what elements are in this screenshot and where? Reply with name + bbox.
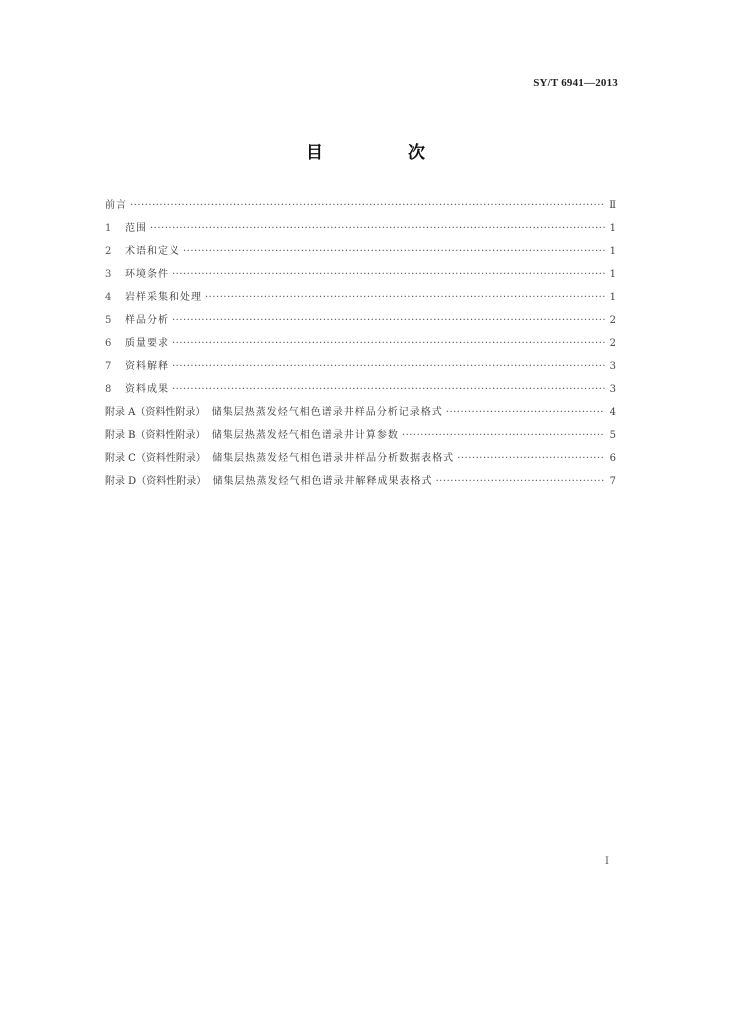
toc-entry-label: 资料成果 [125,384,169,395]
toc-entry-label: 前言 [105,200,127,211]
toc-leader-dots [172,338,605,349]
toc-entry-7[interactable] [105,357,616,380]
toc-entry-number: 8 [105,384,112,395]
toc-entry-label: 资料解释 [125,361,169,372]
toc-entry-2[interactable] [105,242,616,265]
toc-entry-page: Ⅱ [609,200,616,211]
toc-entry-page: 5 [609,430,616,441]
toc-entry-label: 术语和定义 [125,246,180,257]
toc-entry-page: 1 [609,269,616,280]
toc-entry-5[interactable] [105,311,616,334]
toc-entry-page: 2 [609,338,616,349]
toc-entry-label: 样品分析 [125,315,169,326]
toc-entry-label: 储集层热蒸发烃气相色谱录井解释成果表格式 [212,476,433,487]
toc-entry-page: 1 [609,246,616,257]
toc-leader-dots [183,246,605,257]
toc-entry-4[interactable] [105,288,616,311]
toc-entry-number: 5 [105,315,112,326]
toc-leader-dots [150,223,605,234]
toc-leader-dots [436,476,605,487]
table-of-contents [105,196,616,495]
toc-entry-number: 1 [105,223,112,234]
toc-leader-dots [457,453,605,464]
toc-leader-dots [172,269,605,280]
toc-leader-dots [446,407,605,418]
toc-entry-number: 2 [105,246,112,257]
toc-entry-page: 6 [609,453,616,464]
page-number: I [605,856,609,867]
toc-entry-3[interactable] [105,265,616,288]
toc-entry-page: 2 [609,315,616,326]
page-title: 目 次 [306,143,459,163]
toc-entry-label: 质量要求 [125,338,169,349]
toc-leader-dots [130,200,605,211]
toc-entry-foreword[interactable] [105,196,616,219]
toc-entry-8[interactable] [105,380,616,403]
toc-entry-appendix-c[interactable] [105,449,616,472]
toc-entry-label: 范围 [125,223,147,234]
toc-entry-number: 4 [105,292,112,303]
toc-entry-number: 6 [105,338,112,349]
toc-leader-dots [205,292,605,303]
toc-leader-dots [172,315,605,326]
toc-entry-number: 7 [105,361,112,372]
toc-appendix-prefix: 附录 B（资料性附录） [105,430,212,441]
toc-leader-dots [172,361,605,372]
toc-entry-page: 4 [609,407,616,418]
toc-entry-page: 3 [609,361,616,372]
toc-entry-label: 储集层热蒸发烃气相色谱录井样品分析数据表格式 [212,453,455,464]
toc-entry-appendix-b[interactable] [105,426,616,449]
toc-entry-page: 1 [609,292,616,303]
toc-entry-label: 环境条件 [125,269,169,280]
toc-entry-page: 7 [609,476,616,487]
toc-appendix-prefix: 附录 D（资料性附录） [105,476,213,487]
toc-entry-label: 岩样采集和处理 [125,292,202,303]
toc-entry-number: 3 [105,269,112,280]
toc-entry-appendix-a[interactable] [105,403,616,426]
toc-entry-label: 储集层热蒸发烃气相色谱录井样品分析记录格式 [211,407,443,418]
toc-entry-1[interactable] [105,219,616,242]
toc-entry-label: 储集层热蒸发烃气相色谱录井计算参数 [211,430,399,441]
toc-entry-page: 3 [609,384,616,395]
toc-leader-dots [172,384,605,395]
toc-appendix-prefix: 附录 A（资料性附录） [105,407,212,418]
toc-entry-page: 1 [609,223,616,234]
toc-leader-dots [402,430,605,441]
toc-entry-6[interactable] [105,334,616,357]
toc-appendix-prefix: 附录 C（资料性附录） [105,453,213,464]
toc-entry-appendix-d[interactable] [105,472,616,495]
standard-code: SY/T 6941—2013 [533,77,618,89]
